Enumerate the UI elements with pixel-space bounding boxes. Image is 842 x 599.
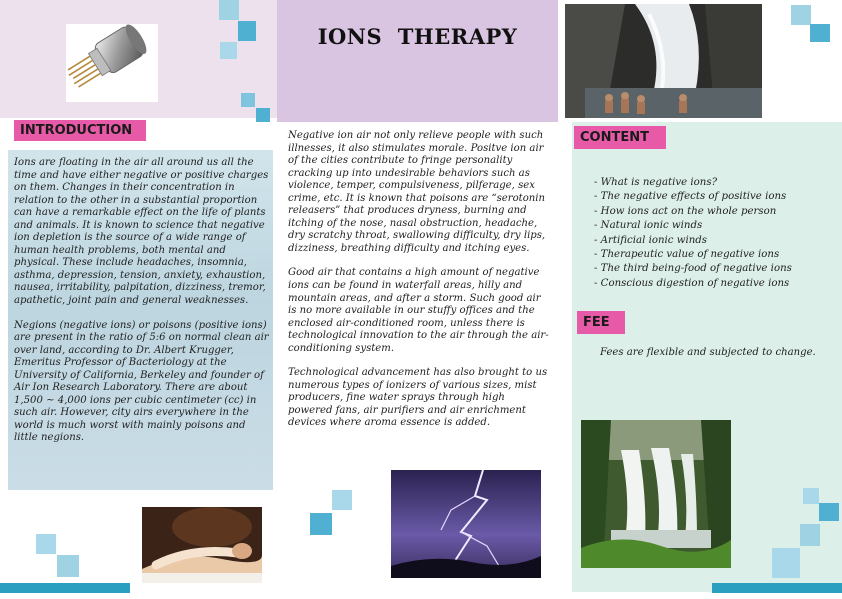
middle-text [288,130,552,442]
middle-paragraph-3: Technological advancement has also brought to us numerous types of ionizers of various sizes, mist producers, fine water sprays through high powered fans, air purifiers and air enrichment devices where aroma essence is added. [288,367,548,429]
decor-square [219,0,239,20]
middle-paragraph-1: Negative ion air not only relieve people with such illnesses, it also stimulates morale. Positve ion air of the cities contribute to fringe personality cracking up into undesirable behaviors such as violence, temper, compulsiveness, pilferage, sex crime, etc. It is known that poisons are “serotonin releasers” that produces dryness, burning and itching of the nose, nasal obstruction, headache, dry scratchy throat, swallowing difficulty, dry lips, dizziness, breathing difficulty and itching eyes. [288,130,546,254]
page-title: IONS THERAPY [317,24,518,49]
decor-square [791,5,811,25]
right-panel [558,0,842,599]
decor-square [36,534,56,554]
list-item: - Natural ionic winds [594,220,703,232]
list-item: - The third being-food of negative ions [594,263,792,275]
middle-top-band [277,0,558,122]
middle-panel [277,0,558,599]
list-item: - Conscious digestion of negative ions [594,277,790,289]
decor-square [57,555,79,577]
list-item: - The negative effects of positive ions [594,191,787,203]
waterfall-bathers-image [565,4,762,118]
introduction-heading: INTRODUCTION [14,120,146,141]
left-panel [0,0,277,599]
content-heading: CONTENT [574,126,666,149]
decor-square [220,42,237,59]
fee-heading: FEE [577,311,625,334]
list-item: - How ions act on the whole person [594,205,777,217]
decor-square [819,503,839,521]
bottom-accent-bar [712,583,842,593]
decor-square [800,524,820,546]
ionizer-device-image [66,24,158,102]
list-item: - What is negative ions? [594,177,718,188]
list-item: - Artificial ionic winds [594,234,708,246]
decor-square [810,24,830,42]
introduction-text [14,157,269,457]
content-list [594,176,792,291]
decor-square [310,513,332,535]
introduction-paragraph-2: Negions (negative ions) or poisons (positive ions) are present in the ratio of 5:6 on normal clean air over land, according to Dr. Albert Krugger, Emeritus Professor of Bacteriology at the University of California, Berkeley and founder of Air Ion Research Laboratory. There are about 1,500 ~ 4,000 ions per cubic centimeter (cc) in such air. However, city airs everywhere in the world is much worst with mainly poisons and little negions. [14,319,269,444]
decor-square [256,108,270,122]
fee-text: Fees are flexible and subjected to change. [600,347,816,358]
decor-square [241,93,255,107]
middle-paragraph-2: Good air that contains a high amount of negative ions can be found in waterfall areas, hilly and mountain areas, and after a storm. Such good air is no more available in our stuffy offices and the enclosed air-conditioned room, unless there is technological innovation to the air through the air-conditioning system. [288,267,549,354]
list-item: - Therapeutic value of negative ions [594,249,780,261]
decor-square [332,490,352,510]
decor-square [238,21,256,41]
decor-square [772,548,800,578]
lightning-storm-image [391,470,541,578]
introduction-paragraph-1: Ions are floating in the air all around us all the time and have either negative or positive charges on them. Changes in their concentration in relation to the other in a substantial proportion can have a remarkable effect on the life of plants and animals. It is known to science that negative ion depletion is the source of a wide range of human health problems, both mental and physical. These include headaches, insomnia, asthma, depression, tension, anxiety, exhaustion, nausea, irritability, palpitation, dizziness, tremor, apathetic, joint pain and general weaknesses. [14,157,269,307]
decor-square [803,488,819,504]
jungle-waterfall-image [581,420,731,568]
spa-massage-image [142,507,262,583]
bottom-accent-bar [0,583,130,593]
